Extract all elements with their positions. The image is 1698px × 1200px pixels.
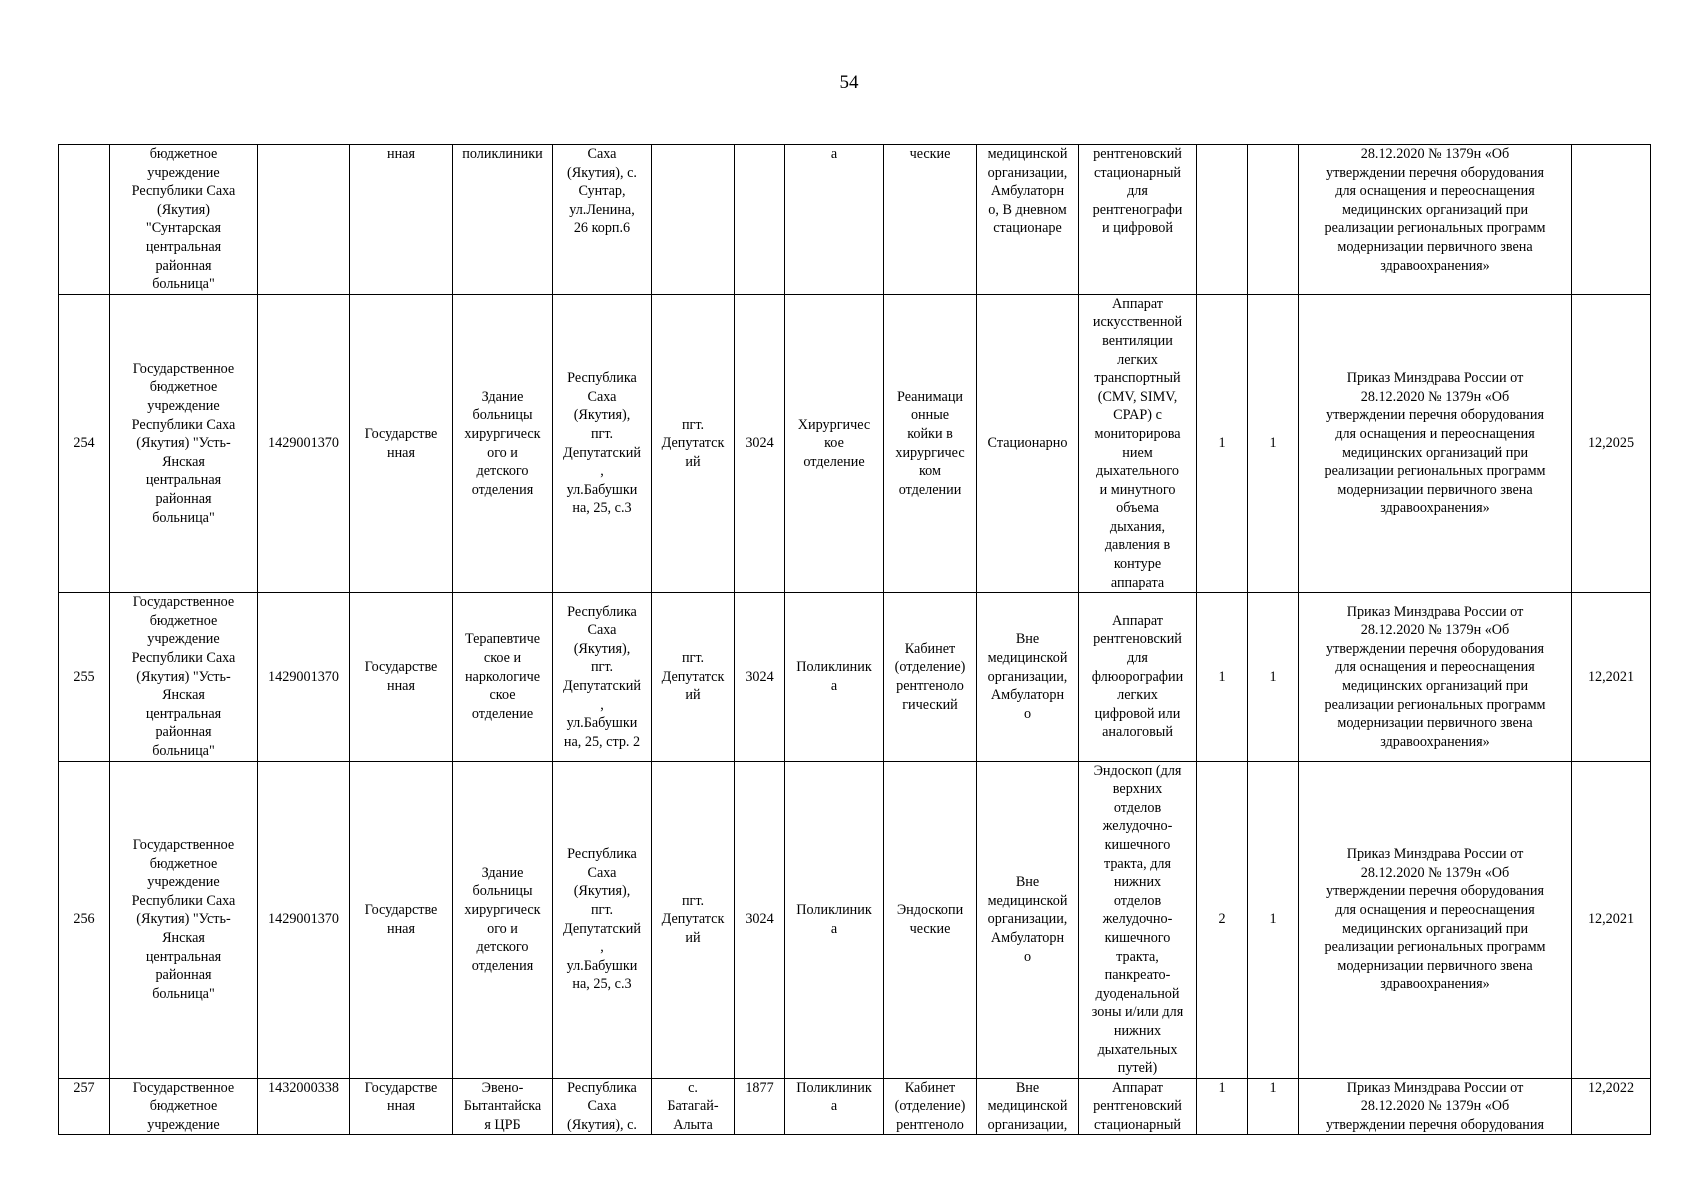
care-conditions-cell: медицинской организации, Амбулаторн о, В дневном стационаре bbox=[977, 145, 1079, 295]
equipment-name-cell: рентгеновский стационарный для рентгенографи и цифровой bbox=[1079, 145, 1197, 295]
organization-name-cell: Государственное бюджетное учреждение Республики Саха (Якутия) "Усть- Янская центральная районная больница" bbox=[110, 593, 258, 761]
quantity-standard-cell: 1 bbox=[1197, 593, 1248, 761]
table-row bbox=[59, 761, 1651, 1078]
quantity-standard-cell: 1 bbox=[1197, 294, 1248, 593]
equipment-registry-table bbox=[58, 144, 1651, 1135]
settlement-cell: пгт. Депутатск ий bbox=[652, 593, 735, 761]
building-cell: Здание больницы хирургическ ого и детского отделения bbox=[453, 294, 553, 593]
organization-name-cell: Государственное бюджетное учреждение Республики Саха (Якутия) "Усть- Янская центральная районная больница" bbox=[110, 294, 258, 593]
row-number-cell: 257 bbox=[59, 1078, 110, 1135]
address-cell: Республика Саха (Якутия), с. bbox=[553, 1078, 652, 1135]
building-cell: Эвено- Бытантайска я ЦРБ bbox=[453, 1078, 553, 1135]
page-number: 54 bbox=[839, 72, 859, 93]
population-cell: 3024 bbox=[735, 593, 785, 761]
department-cell: а bbox=[785, 145, 884, 295]
population-cell bbox=[735, 145, 785, 295]
equipment-name-cell: Эндоскоп (для верхних отделов желудочно- кишечного тракта, для нижних отделов желудочно- кишечного тракта, панкреато- дуоденальной зоны и/или для нижних дыхательных путей) bbox=[1079, 761, 1197, 1078]
ownership-form-cell: Государстве нная bbox=[350, 593, 453, 761]
department-cell: Поликлиник а bbox=[785, 761, 884, 1078]
department-cell: Хирургичес кое отделение bbox=[785, 294, 884, 593]
department-cell: Поликлиник а bbox=[785, 593, 884, 761]
period-cell: 12,2021 bbox=[1572, 593, 1651, 761]
quantity-purchase-cell: 1 bbox=[1248, 761, 1299, 1078]
building-cell: поликлиники bbox=[453, 145, 553, 295]
period-cell: 12,2025 bbox=[1572, 294, 1651, 593]
standard-document-cell: Приказ Минздрава России от 28.12.2020 № 1379н «Об утверждении перечня оборудования bbox=[1299, 1078, 1572, 1135]
settlement-cell: пгт. Депутатск ий bbox=[652, 294, 735, 593]
cabinet-cell: ческие bbox=[884, 145, 977, 295]
table-body bbox=[59, 145, 1651, 1135]
ownership-form-cell: Государстве нная bbox=[350, 761, 453, 1078]
row-number-cell bbox=[59, 145, 110, 295]
building-cell: Здание больницы хирургическ ого и детского отделения bbox=[453, 761, 553, 1078]
organization-name-cell: Государственное бюджетное учреждение Республики Саха (Якутия) "Усть- Янская центральная районная больница" bbox=[110, 761, 258, 1078]
inn-cell: 1429001370 bbox=[258, 761, 350, 1078]
period-cell: 12,2021 bbox=[1572, 761, 1651, 1078]
care-conditions-cell: Вне медицинской организации, Амбулаторн о bbox=[977, 761, 1079, 1078]
inn-cell bbox=[258, 145, 350, 295]
standard-document-cell: 28.12.2020 № 1379н «Об утверждении перечня оборудования для оснащения и переоснащения медицинских организаций при реализации региональных программ модернизации первичного звена здравоохранения» bbox=[1299, 145, 1572, 295]
care-conditions-cell: Вне медицинской организации, bbox=[977, 1078, 1079, 1135]
equipment-name-cell: Аппарат искусственной вентиляции легких транспортный (CMV, SIMV, CPAP) с мониторирова нием дыхательного и минутного объема дыхания, давления в контуре аппарата bbox=[1079, 294, 1197, 593]
quantity-standard-cell bbox=[1197, 145, 1248, 295]
cabinet-cell: Реанимаци онные койки в хирургичес ком отделении bbox=[884, 294, 977, 593]
building-cell: Терапевтиче ское и наркологиче ское отделение bbox=[453, 593, 553, 761]
address-cell: Республика Саха (Якутия), пгт. Депутатский , ул.Бабушки на, 25, с.3 bbox=[553, 761, 652, 1078]
organization-name-cell: Государственное бюджетное учреждение bbox=[110, 1078, 258, 1135]
cabinet-cell: Эндоскопи ческие bbox=[884, 761, 977, 1078]
quantity-purchase-cell: 1 bbox=[1248, 1078, 1299, 1135]
department-cell: Поликлиник а bbox=[785, 1078, 884, 1135]
period-cell: 12,2022 bbox=[1572, 1078, 1651, 1135]
table-row bbox=[59, 294, 1651, 593]
inn-cell: 1429001370 bbox=[258, 593, 350, 761]
table-row bbox=[59, 145, 1651, 295]
cabinet-cell: Кабинет (отделение) рентгеноло bbox=[884, 1078, 977, 1135]
table-row bbox=[59, 593, 1651, 761]
settlement-cell: с. Батагай- Алыта bbox=[652, 1078, 735, 1135]
equipment-name-cell: Аппарат рентгеновский стационарный bbox=[1079, 1078, 1197, 1135]
inn-cell: 1429001370 bbox=[258, 294, 350, 593]
address-cell: Республика Саха (Якутия), пгт. Депутатский , ул.Бабушки на, 25, с.3 bbox=[553, 294, 652, 593]
ownership-form-cell: Государстве нная bbox=[350, 294, 453, 593]
care-conditions-cell: Вне медицинской организации, Амбулаторн о bbox=[977, 593, 1079, 761]
table-row bbox=[59, 1078, 1651, 1135]
row-number-cell: 254 bbox=[59, 294, 110, 593]
quantity-purchase-cell: 1 bbox=[1248, 593, 1299, 761]
organization-name-cell: бюджетное учреждение Республики Саха (Якутия) "Сунтарская центральная районная больница" bbox=[110, 145, 258, 295]
settlement-cell: пгт. Депутатск ий bbox=[652, 761, 735, 1078]
standard-document-cell: Приказ Минздрава России от 28.12.2020 № 1379н «Об утверждении перечня оборудования для оснащения и переоснащения медицинских организаций при реализации региональных программ модернизации первичного звена здравоохранения» bbox=[1299, 593, 1572, 761]
inn-cell: 1432000338 bbox=[258, 1078, 350, 1135]
population-cell: 1877 bbox=[735, 1078, 785, 1135]
standard-document-cell: Приказ Минздрава России от 28.12.2020 № 1379н «Об утверждении перечня оборудования для оснащения и переоснащения медицинских организаций при реализации региональных программ модернизации первичного звена здравоохранения» bbox=[1299, 761, 1572, 1078]
period-cell bbox=[1572, 145, 1651, 295]
cabinet-cell: Кабинет (отделение) рентгеноло гический bbox=[884, 593, 977, 761]
ownership-form-cell: Государстве нная bbox=[350, 1078, 453, 1135]
population-cell: 3024 bbox=[735, 761, 785, 1078]
address-cell: Саха (Якутия), с. Сунтар, ул.Ленина, 26 корп.6 bbox=[553, 145, 652, 295]
standard-document-cell: Приказ Минздрава России от 28.12.2020 № 1379н «Об утверждении перечня оборудования для оснащения и переоснащения медицинских организаций при реализации региональных программ модернизации первичного звена здравоохранения» bbox=[1299, 294, 1572, 593]
quantity-purchase-cell: 1 bbox=[1248, 294, 1299, 593]
address-cell: Республика Саха (Якутия), пгт. Депутатский , ул.Бабушки на, 25, стр. 2 bbox=[553, 593, 652, 761]
care-conditions-cell: Стационарно bbox=[977, 294, 1079, 593]
quantity-standard-cell: 2 bbox=[1197, 761, 1248, 1078]
equipment-name-cell: Аппарат рентгеновский для флюорографии легких цифровой или аналоговый bbox=[1079, 593, 1197, 761]
quantity-purchase-cell bbox=[1248, 145, 1299, 295]
row-number-cell: 255 bbox=[59, 593, 110, 761]
settlement-cell bbox=[652, 145, 735, 295]
population-cell: 3024 bbox=[735, 294, 785, 593]
quantity-standard-cell: 1 bbox=[1197, 1078, 1248, 1135]
ownership-form-cell: нная bbox=[350, 145, 453, 295]
row-number-cell: 256 bbox=[59, 761, 110, 1078]
